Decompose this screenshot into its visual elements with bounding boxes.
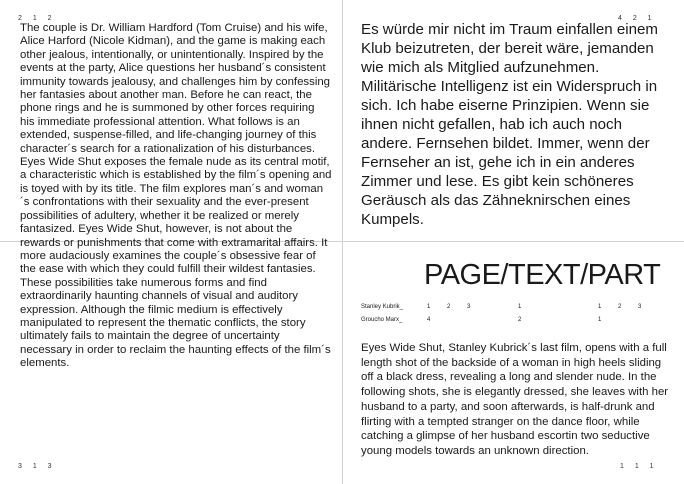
index-number: 1 bbox=[598, 304, 602, 310]
index-number: 2 bbox=[518, 317, 522, 323]
page-heading: PAGE/TEXT/PART bbox=[424, 259, 661, 291]
right-body-text: Eyes Wide Shut, Stanley Kubrick´s last film, opens with a full length shot of the backside of a woman in high heels sliding off a black dress, revealing a long and slender nude. In the following shots, she is elegantly dressed, she leaves with her husband to a party, and soon afterwards, is half-drunk and flirting with a tempted stranger on the dance floor, while catching a glimpse of her husband escortin two seductive young models towards an unknown direction. bbox=[361, 342, 669, 457]
folio-top-left: 2 1 2 bbox=[18, 15, 53, 22]
index-number: 2 bbox=[618, 304, 622, 310]
folio-bottom-right: 1 1 1 bbox=[620, 463, 655, 470]
left-column-text: The couple is Dr. William Hardford (Tom Cruise) and his wife, Alice Harford (Nicole Kidman), and the game is making each other jealous, intentionally, or unintentionally. Inspired by the events at the party, Alice questions her husband´s consistent immunity towards jealousy, and challenges him by confessing her fantasies about another man. Before he can react, the phone rings and he is summoned by other forces requiring his immediate professional attention. What follows is an extended, suspense-filled, and life-changing journey of this character´s search for a rationalization of his disturbances. Eyes Wide Shut exposes the female nude as its central motif, a characteristic which is established by the film´s opening and is toyed with by its title. The film explores man´s and woman´s confrontations with their sexuality and the ever-present possibilities of adultery, whether it be realized or merely fantasized. Eyes Wide Shut, however, is not about the rewards or punishments that come with extramarital affairs. It more audaciously examines the couple´s obsessive fear of the ease with which they could fulfill their wildest fantasies. These possibilities take numerous forms and find extraordinarily haunting channels of visual and auditory expression. Although the filmic medium is effectively manipulated to represent the thematic conflicts, the story ultimately fails to maintain the degree of uncertainty necessary in order to reclaim the haunting effects of the film´s elements. bbox=[20, 22, 332, 370]
index-number: 1 bbox=[427, 304, 431, 310]
index-number: 2 bbox=[447, 304, 451, 310]
index-number: 3 bbox=[467, 304, 471, 310]
index-number: 1 bbox=[518, 304, 522, 310]
folio-top-right: 4 2 1 bbox=[618, 15, 653, 22]
index-row bbox=[361, 316, 671, 324]
index-row bbox=[361, 303, 671, 311]
vertical-divider bbox=[342, 0, 343, 484]
folio-bottom-left: 3 1 3 bbox=[18, 463, 53, 470]
index-number: 4 bbox=[427, 317, 431, 323]
german-quote-text: Es würde mir nicht im Traum einfallen einem Klub beizutreten, der bereit wäre, jemanden wie mich als Mitglied aufzunehmen. Militärische Intelligenz ist ein Widerspruch in sich. Ich habe eiserne Prinzipien. Wenn sie ihnen nicht gefallen, hab ich auch noch andere. Fernsehen bildet. Immer, wenn der Fernseher an ist, gehe ich in ein anderes Zimmer und lese. Es gibt kein schöneres Geräusch als das Zähneknirschen eines Kumpels. bbox=[361, 21, 658, 228]
index-name: Groucho Marx_ bbox=[361, 317, 403, 323]
index-name: Stanley Kubrik_ bbox=[361, 304, 404, 310]
index-number: 1 bbox=[598, 317, 602, 323]
index-number: 3 bbox=[638, 304, 642, 310]
